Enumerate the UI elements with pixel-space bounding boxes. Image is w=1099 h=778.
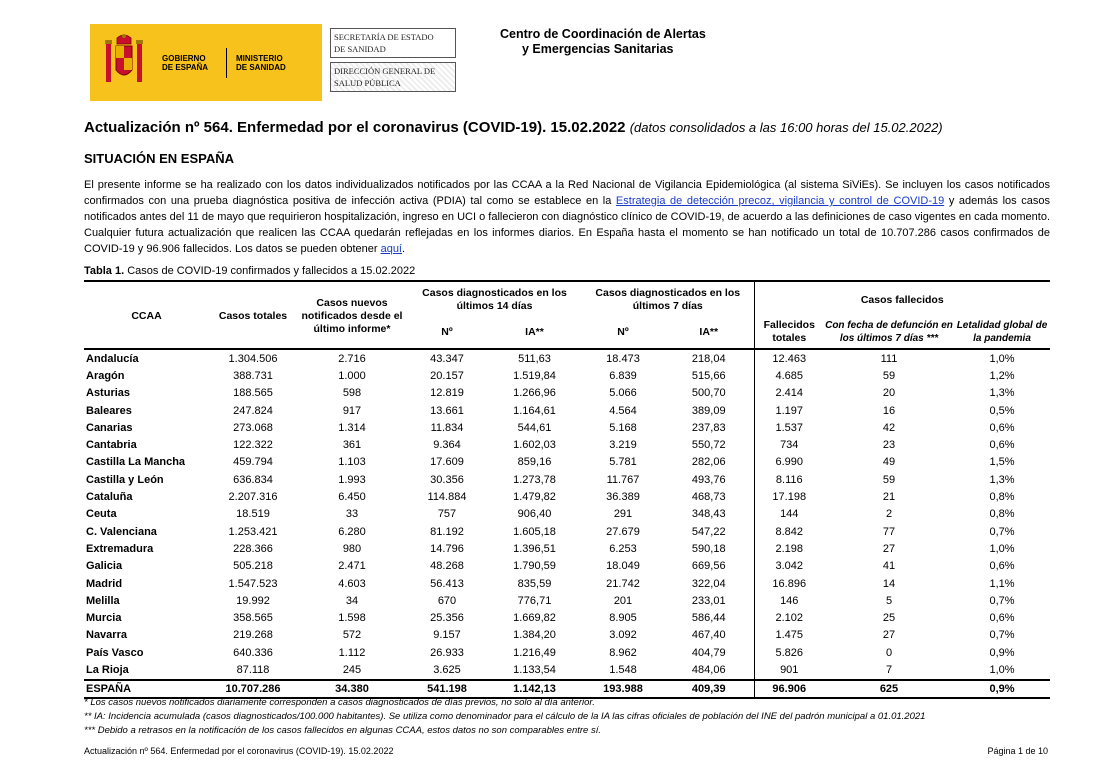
- government-logo: [90, 24, 322, 101]
- table-row: Andalucía 1.304.506 2.716 43.347 511,63 18.473 218,04 12.463 111 1,0%: [84, 349, 1050, 367]
- table-row: La Rioja 87.118 245 3.625 1.133,54 1.548 484,06 901 7 1,0%: [84, 661, 1050, 679]
- logo-separator: [226, 48, 227, 78]
- logo-gobierno-text: GOBIERNO DE ESPAÑA: [162, 54, 209, 72]
- centro-title: Centro de Coordinación de Alertas y Emergencias Sanitarias: [500, 27, 706, 56]
- table-row: Galicia 505.218 2.471 48.268 1.790,59 18.049 669,56 3.042 41 0,6%: [84, 558, 1050, 575]
- secretaria-box: SECRETARÍA DE ESTADO DE SANIDAD: [330, 28, 456, 58]
- table-row: Baleares 247.824 917 13.661 1.164,61 4.564 389,09 1.197 16 0,5%: [84, 402, 1050, 419]
- note-2: ** IA: Incidencia acumulada (casos diagnosticados/100.000 habitantes). Se utiliza como denominador para el cálculo de la IA las cifras oficiales de población del INE del padrón municipal a 01.01.2021: [84, 711, 926, 722]
- table-row: Aragón 388.731 1.000 20.157 1.519,84 6.839 515,66 4.685 59 1,2%: [84, 367, 1050, 384]
- strategy-link[interactable]: Estrategia de detección precoz, vigilancia y control de COVID-19: [615, 195, 945, 207]
- page-title: Actualización nº 564. Enfermedad por el coronavirus (COVID-19). 15.02.2022 (datos consolidados a las 16:00 horas del 15.02.2022): [84, 119, 943, 136]
- header-7-n: Nº: [582, 316, 664, 349]
- header-fallecidos: Casos fallecidos: [754, 281, 1050, 316]
- table-row: Canarias 273.068 1.314 11.834 544,61 5.168 237,83 1.537 42 0,6%: [84, 419, 1050, 436]
- table-row: Castilla y León 636.834 1.993 30.356 1.273,78 11.767 493,76 8.116 59 1,3%: [84, 471, 1050, 488]
- table-row: Castilla La Mancha 459.794 1.103 17.609 859,16 5.781 282,06 6.990 49 1,5%: [84, 454, 1050, 471]
- data-link[interactable]: aquí: [380, 243, 402, 255]
- header-14-dias: Casos diagnosticados en los últimos 14 días: [407, 281, 582, 316]
- header-14-ia: IA**: [487, 316, 582, 349]
- table-row: Melilla 19.992 34 670 776,71 201 233,01 146 5 0,7%: [84, 592, 1050, 609]
- table-row: Extremadura 228.366 980 14.796 1.396,51 6.253 590,18 2.198 27 1,0%: [84, 540, 1050, 557]
- table-row: País Vasco 640.336 1.112 26.933 1.216,49 8.962 404,79 5.826 0 0,9%: [84, 644, 1050, 661]
- table-row: C. Valenciana 1.253.421 6.280 81.192 1.605,18 27.679 547,22 8.842 77 0,7%: [84, 523, 1050, 540]
- covid-cases-table: [84, 280, 1050, 699]
- table-body: [84, 349, 1050, 698]
- table-row: Ceuta 18.519 33 757 906,40 291 348,43 144 2 0,8%: [84, 506, 1050, 523]
- table-row: Cantabria 122.322 361 9.364 1.602,03 3.219 550,72 734 23 0,6%: [84, 436, 1050, 453]
- table-row: Navarra 219.268 572 9.157 1.384,20 3.092 467,40 1.475 27 0,7%: [84, 627, 1050, 644]
- table-row: Cataluña 2.207.316 6.450 114.884 1.479,82 36.389 468,73 17.198 21 0,8%: [84, 488, 1050, 505]
- header-casos-totales: Casos totales: [209, 281, 297, 349]
- table-row: Madrid 1.547.523 4.603 56.413 835,59 21.742 322,04 16.896 14 1,1%: [84, 575, 1050, 592]
- table-caption: Tabla 1. Casos de COVID-19 confirmados y fallecidos a 15.02.2022: [84, 265, 416, 277]
- table-total-row: ESPAÑA 10.707.286 34.380 541.198 1.142,13 193.988 409,39 96.906 625 0,9%: [84, 680, 1050, 698]
- header-7-ia: IA**: [664, 316, 754, 349]
- header-fallecidos-totales: Fallecidos totales: [754, 316, 824, 349]
- logo-ministerio-text: MINISTERIO DE SANIDAD: [236, 54, 286, 72]
- footer-text: Actualización nº 564. Enfermedad por el coronavirus (COVID-19). 15.02.2022: [84, 746, 394, 756]
- header-ccaa: CCAA: [84, 281, 209, 349]
- header-14-n: Nº: [407, 316, 487, 349]
- section-title: SITUACIÓN EN ESPAÑA: [84, 151, 234, 166]
- table-notes: [84, 696, 925, 738]
- page-number: Página 1 de 10: [987, 746, 1048, 756]
- table-row: Murcia 358.565 1.598 25.356 1.669,82 8.905 586,44 2.102 25 0,6%: [84, 609, 1050, 626]
- header-fallecidos-7d: Con fecha de defunción en los últimos 7 días ***: [824, 316, 954, 349]
- direccion-box: DIRECCIÓN GENERAL DE SALUD PÚBLICA: [330, 62, 456, 92]
- department-boxes: [330, 28, 456, 96]
- header-casos-nuevos: Casos nuevos notificados desde el último informe*: [297, 281, 407, 349]
- header-7-dias: Casos diagnosticados en los últimos 7 días: [582, 281, 754, 316]
- note-3: *** Debido a retrasos en la notificación de los casos fallecidos en algunas CCAA, estos datos no son comparables entre sí.: [84, 725, 601, 736]
- page-subtitle: (datos consolidados a las 16:00 horas del 15.02.2022): [629, 120, 943, 135]
- table-row: Asturias 188.565 598 12.819 1.266,96 5.066 500,70 2.414 20 1,3%: [84, 385, 1050, 402]
- coat-of-arms-icon: [102, 32, 146, 92]
- header-letalidad: Letalidad global de la pandemia: [954, 316, 1050, 349]
- note-1: * Los casos nuevos notificados diariamente corresponden a casos diagnosticados de días previos, no solo al día anterior.: [84, 697, 595, 708]
- intro-paragraph: El presente informe se ha realizado con los datos individualizados notificados por las CCAA a la Red Nacional de Vigilancia Epidemiológica (al sistema SiViEs). Se incluyen los casos notificados confirmados con una prueba diagnóstica positiva de infección activa (PDIA) tal como se establece en la Estrategia de detección precoz, vigilancia y control de COVID-19 y además los casos notificados antes del 11 de mayo que requirieron hospitalización, ingreso en UCI o fallecieron con diagnóstico clínico de COVID-19, de acuerdo a las definiciones de caso vigentes en cada momento. Cualquier futura actualización que realicen las CCAA quedarán reflejadas en los informes diarios. En España hasta el momento se han notificado un total de 10.707.286 casos confirmados de COVID-19 y 96.906 fallecidos. Los datos se pueden obtener aquí.: [84, 179, 1050, 255]
